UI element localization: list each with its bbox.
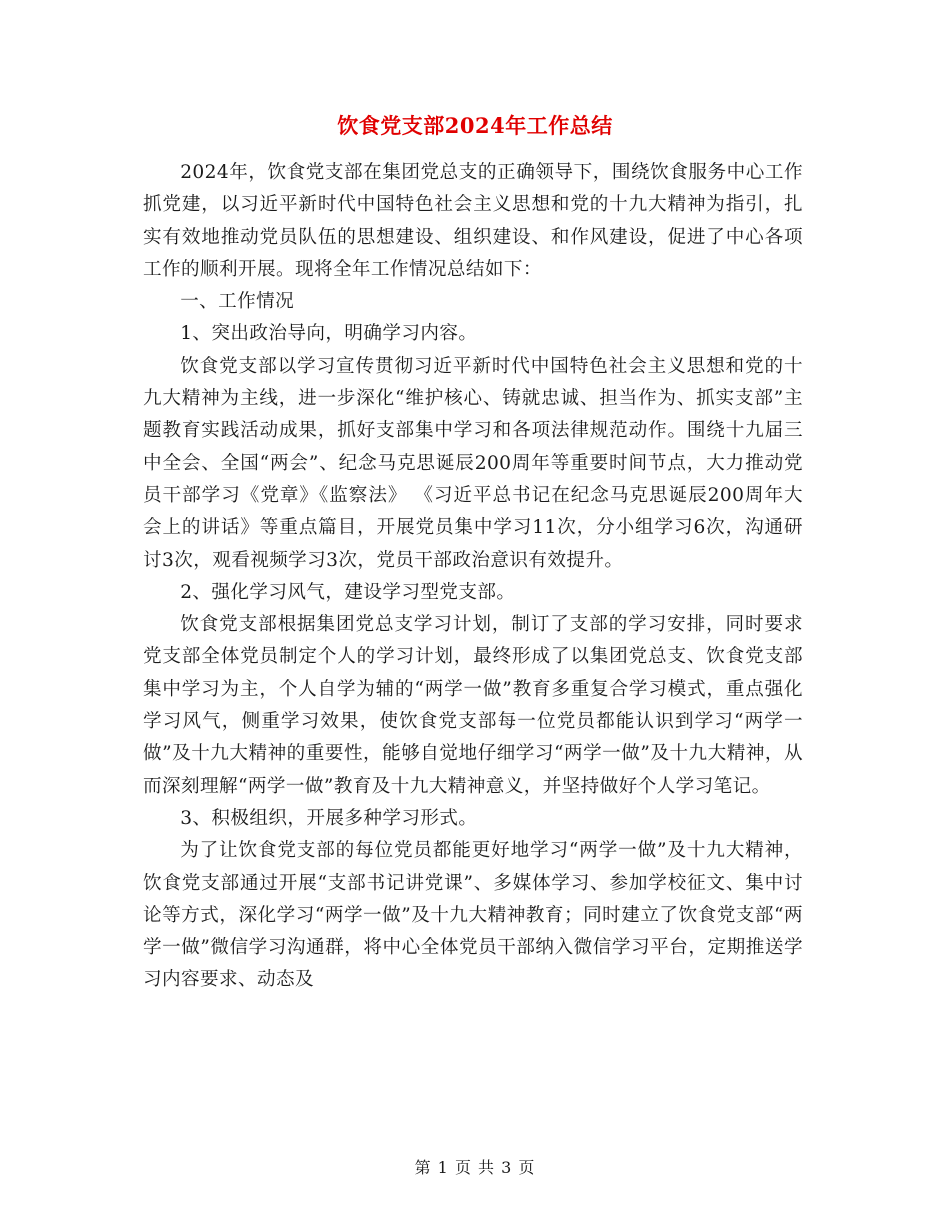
subheading-1: 1、突出政治导向，明确学习内容。 [180, 323, 478, 345]
paragraph-2: 饮食党支部根据集团党总支学习计划，制订了支部的学习安排，同时要求党支部全体党员制定个人的学习计划，最终形成了以集团党总支、饮食党支部集中学习为主，个人自学为辅的“两学一做”教育多重复合学习模式，重点强化学习风气，侧重学习效果，使饮食党支部每一位党员都能认识到学习“两学一做”及十九大精神的重要性，能够自觉地仔细学习“两学一做”及十九大精神，从而深刻理解“两学一做”教育及十九大精神意义，并坚持做好个人学习笔记。 [143, 614, 803, 797]
document-body [143, 157, 803, 997]
paragraph-1: 饮食党支部以学习宣传贯彻习近平新时代中国特色社会主义思想和党的十九大精神为主线，进一步深化“维护核心、铸就忠诚、担当作为、抓实支部”主题教育实践活动成果，抓好支部集中学习和各项法律规范动作。围绕十九届三中全会、全国“两会”、纪念马克思诞辰200周年等重要时间节点，大力推动党员干部学习《党章》《监察法》 《习近平总书记在纪念马克思诞辰200周年大会上的讲话》等重点篇目，开展党员集中学习11次，分小组学习6次，沟通研讨3次，观看视频学习3次，党员干部政治意识有效提升。 [143, 355, 803, 571]
section-heading-work-status: 一、工作情况 [180, 291, 295, 313]
document-title: 饮食党支部2024年工作总结 [337, 113, 613, 138]
paragraph-3: 为了让饮食党支部的每位党员都能更好地学习“两学一做”及十九大精神，饮食党支部通过开展“支部书记讲党课”、多媒体学习、参加学校征文、集中讨论等方式，深化学习“两学一做”及十九大精神教育；同时建立了饮食党支部“两学一做”微信学习沟通群，将中心全体党员干部纳入微信学习平台，定期推送学习内容要求、动态及 [143, 840, 803, 991]
subheading-3: 3、积极组织，开展多种学习形式。 [180, 807, 478, 829]
subheading-2: 2、强化学习风气，建设学习型党支部。 [180, 581, 516, 603]
paragraph-intro: 2024年，饮食党支部在集团党总支的正确领导下，围绕饮食服务中心工作抓党建，以习近平新时代中国特色社会主义思想和党的十九大精神为指引，扎实有效地推动党员队伍的思想建设、组织建设、和作风建设，促进了中心各项工作的顺利开展。现将全年工作情况总结如下： [143, 162, 803, 280]
page-footer: 第 1 页 共 3 页 [414, 1158, 536, 1177]
